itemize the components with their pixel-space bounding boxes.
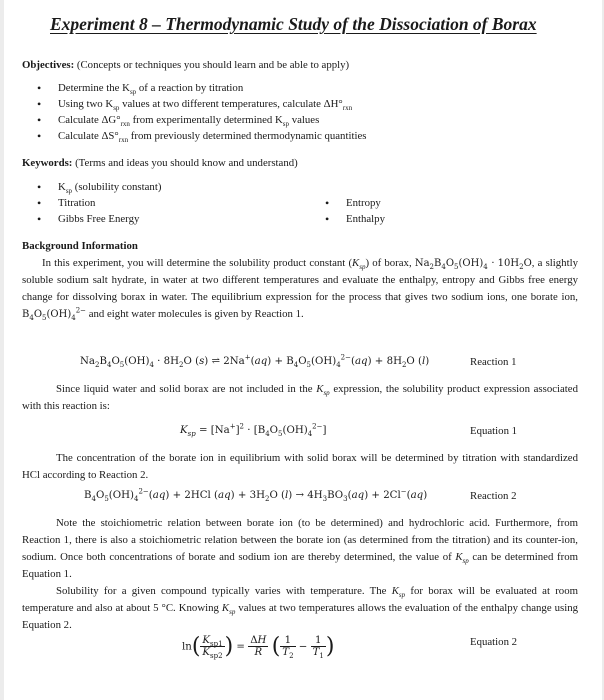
keywords-line [22, 155, 298, 172]
paragraph-ksp-expression: Since liquid water and solid borax are not included in the $K_{sp}$ expression, the solubility product expression associated with this reaction is: [22, 383, 578, 412]
keyword-item: • Entropy [346, 195, 381, 212]
equation-2: ln( $\frac{K_{sp1}}{K_{sp2}}$ ) = $\frac{\Delta H}{R}$ ( $\frac{1}{T_2}$ − $\frac{1}{T_1}$ ) [182, 634, 335, 661]
equation-2-label: Equation 2 [470, 636, 518, 648]
keyword-item: • Titration [58, 195, 95, 212]
objectives-line [22, 57, 349, 74]
background-heading: Background Information [22, 240, 138, 252]
keyword-item: • $K_{sp}$ (solubility constant) [58, 179, 161, 196]
paragraph-stoichiometry: Note the stoichiometric relation between borate ion (to be determined) and hydrochloric acid. Furthermore, from Reaction 1, there is also a stoichiometric relation between the borate ion (as determined from the titration) and its counter-ion, sodium. Once both concentrations of borate and sodium ion are thereby determined, the value of $K_{sp}$ can be determined from Equation 1. [22, 517, 578, 580]
keyword-item: • Enthalpy [346, 211, 385, 228]
reaction-2-label: Reaction 2 [470, 490, 517, 502]
objective-item: • Calculate $\Delta G^\circ_{rxn}$ from experimentally determined $K_{sp}$ values [58, 112, 319, 129]
objectives-heading: Objectives: [22, 59, 75, 71]
background-paragraph: In this experiment, you will determine the solubility product constant $(K_{sp})$ of borax, $Na_2B_4O_5(OH)_4 \cdot 10H_2O$, a slightly soluble sodium salt hydrate, in water at two different temperatures and evaluate the enthalpy, entropy and Gibbs free energy change for dissolving borax in water. The equilibrium expression for the process that gives two sodium ions, one borate ion, $B_4O_5(OH)_4^{2-}$ and eight water molecules is given by Reaction 1. [22, 257, 578, 322]
document-page [4, 0, 602, 700]
paragraph-titration: The concentration of the borate ion in equilibrium with solid borax will be determined by titration with standardized HCl according to Reaction 2. [22, 452, 578, 481]
keywords-note: (Terms and ideas you should know and understand) [72, 157, 298, 169]
reaction-1: $Na_2B_4O_5(OH)_4 \cdot 8H_2O$ (s) ⇌ $2Na^+(aq) + B_4O_5(OH)_4^{2-}(aq) + 8H_2O$ (l) [80, 353, 430, 370]
objective-item: • Determine the $K_{sp}$ of a reaction by titration [58, 80, 243, 97]
objective-item: • Using two $K_{sp}$ values at two different temperatures, calculate $\Delta H^\circ_{rxn}$ [58, 96, 352, 113]
equation-1: $K_{sp} = [Na^+]^2 \cdot [B_4O_5(OH)_4^{2-}]$ [180, 422, 327, 439]
keywords-heading: Keywords: [22, 157, 73, 169]
objective-item: • Calculate $\Delta S^\circ_{rxn}$ from previously determined thermodynamic quantities [58, 128, 366, 145]
keyword-item: • Gibbs Free Energy [58, 211, 139, 228]
objectives-note: (Concepts or techniques you should learn and be able to apply) [74, 59, 350, 71]
reaction-2: $B_4O_5(OH)_4^{2-}(aq) + 2HCl$ $(aq) + 3H_2O$ $(l) \to 4H_3BO_3(aq) + 2Cl^-(aq)$ [84, 487, 428, 504]
paragraph-solubility: Solubility for a given compound typically varies with temperature. The $K_{sp}$ for borax will be evaluated at room temperature and also at about 5 °C. Knowing $K_{sp}$ values at two temperatures allows the evaluation of the enthalpy change using Equation 2. [22, 585, 579, 631]
document-title: Experiment 8 – Thermodynamic Study of the Dissociation of Borax [50, 14, 537, 34]
reaction-1-label: Reaction 1 [470, 356, 517, 368]
equation-1-label: Equation 1 [470, 425, 518, 437]
